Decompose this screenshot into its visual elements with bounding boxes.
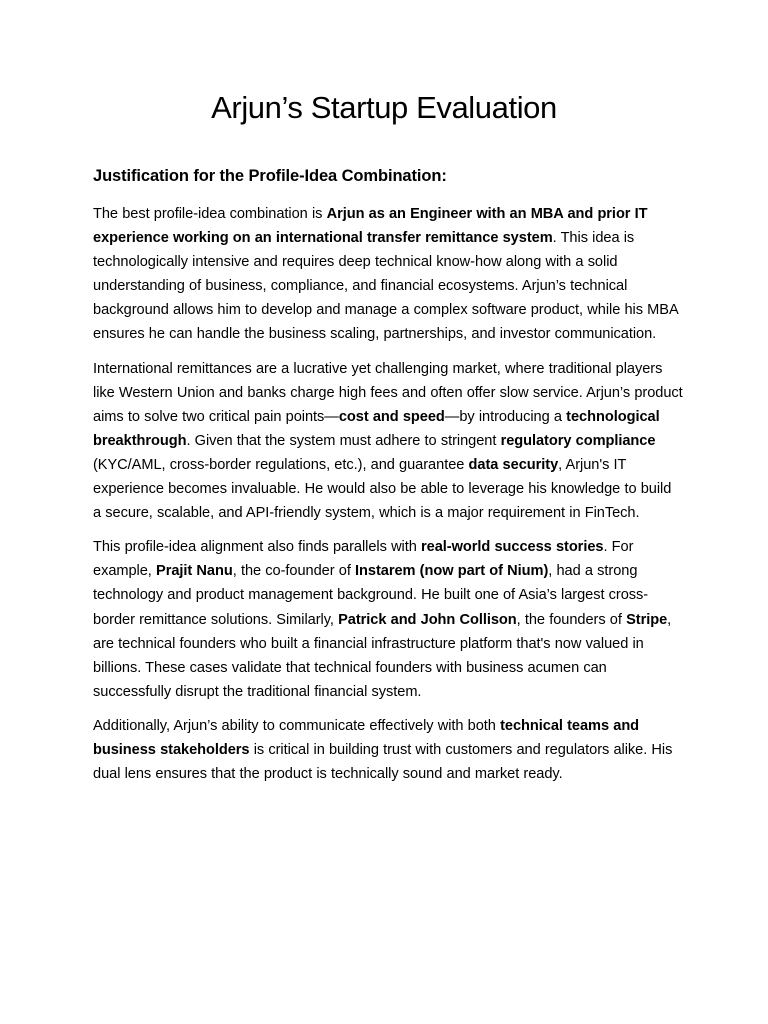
bold-text-run: cost and speed <box>338 408 445 425</box>
paragraph <box>93 714 683 786</box>
document-title: Arjun’s Startup Evaluation <box>211 90 557 125</box>
text-run: , the co-founder of <box>232 563 356 580</box>
bold-text-run: technological breakthrough <box>93 408 660 449</box>
bold-text-run: data security <box>468 456 559 473</box>
text-run: , had a strong technology and product management background. He built one of Asia’s largest cross-border remittance solutions. Similarly, <box>93 563 649 628</box>
text-run: This profile-idea alignment also finds parallels with <box>93 539 422 556</box>
text-run: , are technical founders who built a financial infrastructure platform that's now valued in billions. These cases validate that technical founders with business acumen can successfully disrupt the traditional financial system. <box>93 611 672 700</box>
text-run: . Given that the system must adhere to stringent <box>186 432 501 449</box>
text-run: is critical in building trust with customers and regulators alike. His dual lens ensures that the product is technically sound and market ready. <box>93 741 673 783</box>
paragraph <box>93 357 683 526</box>
text-run: Additionally, Arjun’s ability to communicate effectively with both <box>93 717 501 734</box>
section-heading: Justification for the Profile-Idea Combination: <box>93 167 447 185</box>
bold-text-run: real-world success stories <box>421 539 604 556</box>
text-run: The best profile-idea combination is <box>93 206 327 222</box>
bold-text-run: Stripe <box>626 611 668 628</box>
bold-text-run: Instarem (now part of Nium) <box>355 563 549 580</box>
text-run: (KYC/AML, cross-border regulations, etc.), and guarantee <box>93 456 469 473</box>
bold-text-run: Arjun as an Engineer with an MBA and prior IT experience working on an international transfer remittance system <box>93 206 648 247</box>
bold-text-run: Patrick and John Collison <box>338 611 517 628</box>
paragraph <box>93 202 683 347</box>
bold-text-run: Prajit Nanu <box>156 563 233 580</box>
text-run: International remittances are a lucrative yet challenging market, where traditional players like Western Union and banks charge high fees and often offer slow service. Arjun’s product aims to solve two critical pain points— <box>93 360 683 425</box>
bold-text-run: regulatory compliance <box>500 432 656 449</box>
paragraph <box>93 535 683 704</box>
text-run: , the founders of <box>516 611 627 628</box>
document-body <box>93 164 683 796</box>
bold-text-run: technical teams and business stakeholders <box>93 717 640 758</box>
text-run: , Arjun's IT experience becomes invaluable. He would also be able to leverage his knowledge to build a secure, scalable, and API-friendly system, which is a major requirement in FinTech. <box>93 456 672 522</box>
text-run: . This idea is technologically intensive and requires deep technical know-how along with a solid understanding of business, compliance, and financial ecosystems. Arjun’s technical background allows him to develop and manage a complex software product, while his MBA ensures he can handle the business scaling, partnerships, and investor communication. <box>93 230 678 343</box>
text-run: —by introducing a <box>444 408 567 425</box>
text-run: . For example, <box>93 539 634 580</box>
